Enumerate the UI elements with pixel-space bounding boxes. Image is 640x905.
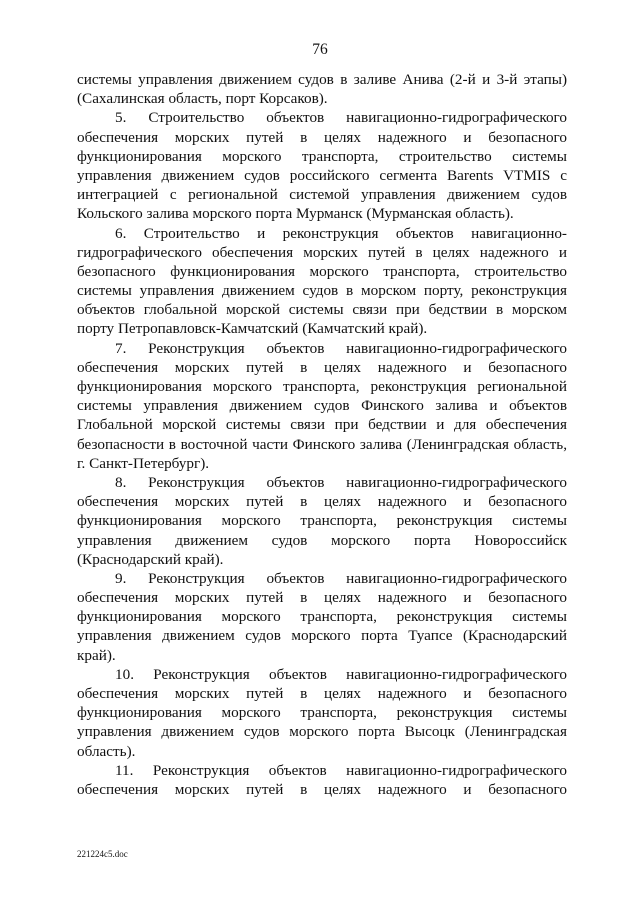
text-line: обеспечения морских путей в целях надежного и безопасного: [77, 128, 567, 146]
text-line: системы управления движением судов в заливе Анива (2-й и 3-й этапы): [77, 71, 567, 88]
paragraph: [77, 339, 567, 473]
text-line: функционирования морского транспорта, реконструкция системы: [77, 704, 567, 722]
text-line: (Краснодарский край).: [77, 550, 224, 568]
page-number: 76: [312, 41, 328, 58]
text-line: обеспечения морских путей в целях надежного и безопасного: [77, 358, 567, 376]
text-line: гидрографического обеспечения морских путей в целях надежного и: [77, 243, 567, 261]
paragraph: [77, 761, 567, 799]
paragraph: [77, 108, 567, 223]
text-line: безопасности в восточной части Финского залива (Ленинградская область,: [77, 435, 567, 453]
text-line: управления движением судов российского сегмента Barents VTMIS с: [77, 166, 567, 184]
text-line: 8. Реконструкция объектов навигационно-гидрографического: [115, 473, 567, 491]
text-line: 6. Строительство и реконструкция объектов навигационно-: [115, 224, 567, 242]
text-line: область).: [77, 742, 136, 760]
paragraph: [77, 665, 567, 761]
text-line: безопасного функционирования морского транспорта, строительство: [77, 262, 567, 280]
text-line: функционирования морского транспорта, строительство системы: [77, 147, 567, 165]
text-line: обеспечения морских путей в целях надежного и безопасного: [77, 589, 567, 607]
text-line: (Сахалинская область, порт Корсаков).: [77, 90, 328, 108]
text-line: Глобальной морской системы связи при бедствии и для обеспечения: [77, 416, 567, 434]
text-line: г. Санкт-Петербург).: [77, 454, 210, 472]
text-line: 11. Реконструкция объектов навигационно-гидрографического: [115, 761, 567, 779]
text-line: объектов глобальной морской системы связи при бедствии в морском: [77, 301, 567, 319]
text-line: край).: [77, 646, 116, 664]
paragraph: [77, 70, 567, 108]
text-line: управления движением судов морского порта Туапсе (Краснодарский: [77, 627, 567, 645]
text-line: 7. Реконструкция объектов навигационно-гидрографического: [115, 339, 567, 357]
text-line: системы управления движением судов Финского залива и объектов: [77, 397, 567, 415]
text-line: функционирования морского транспорта, реконструкция системы: [77, 608, 567, 626]
text-line: обеспечения морских путей в целях надежного и безопасного: [77, 493, 567, 511]
text-line: обеспечения морских путей в целях надежного и безопасного: [77, 780, 567, 798]
text-line: системы управления движением судов в морском порту, реконструкция: [77, 282, 567, 300]
text-line: порту Петропавловск-Камчатский (Камчатский край).: [77, 320, 428, 338]
paragraph: [77, 224, 567, 339]
text-line: функционирования морского транспорта, реконструкция системы: [77, 512, 567, 530]
text-line: управления движением судов морского порта Новороссийск: [77, 531, 567, 549]
text-line: 5. Строительство объектов навигационно-гидрографического: [115, 109, 567, 127]
text-line: интеграцией с региональной системой управления движением судов: [77, 186, 567, 204]
text-line: управления движением судов морского порта Высоцк (Ленинградская: [77, 723, 567, 741]
text-line: 9. Реконструкция объектов навигационно-гидрографического: [115, 569, 567, 587]
text-line: Кольского залива морского порта Мурманск (Мурманская область).: [77, 205, 514, 223]
text-line: 10. Реконструкция объектов навигационно-гидрографического: [115, 665, 567, 683]
document-body: [77, 70, 567, 799]
paragraph: [77, 569, 567, 665]
footer-filename: 221224c5.doc: [77, 849, 128, 859]
paragraph: [77, 473, 567, 569]
text-line: обеспечения морских путей в целях надежного и безопасного: [77, 685, 567, 702]
text-line: функционирования морского транспорта, реконструкция региональной: [77, 378, 567, 395]
